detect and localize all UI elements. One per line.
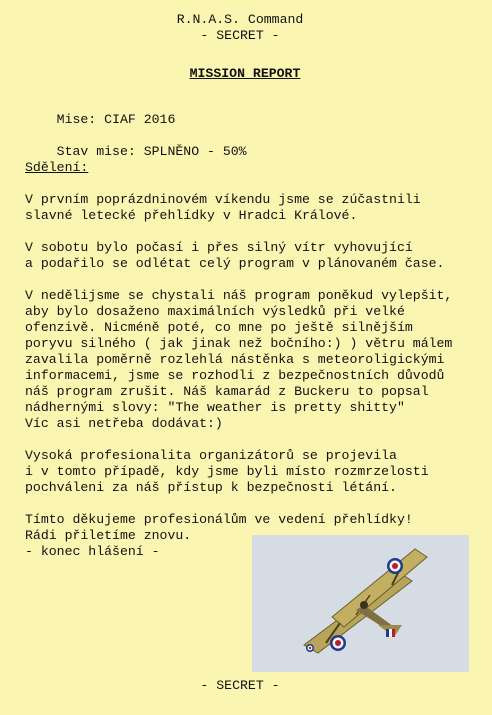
paragraph-3: V nedělijsme se chystali náš program poněkud vylepšit, aby bylo dosaženo maximálních výsledků při velké ofenzivě. Nicméně poté, co mne po ještě silnějším poryvu silného ( jak jinak než bočního:) ) větru málem zavalila poměrně rozlehlá nástěnka s meteoroligickými informacemi, jsme se rozhodli z bezpečnostních důvodů náš program zrušit. Náš kamarád z Buckeru to popsal nádhernými slovy: "The weather is pretty shitty" Víc asi netřeba dodávat:)	[25, 288, 453, 431]
paragraph-5: Tímto děkujeme profesionálům ve vedení přehlídky! Rádi přiletíme znovu. - konec hlášení -	[25, 512, 413, 559]
paragraph-4: Vysoká profesionalita organizátorů se projevila i v tomto případě, kdy jsme byli místo rozmrzelosti pochváleni za náš přístup k bezpečnosti létání.	[25, 448, 429, 495]
biplane-image	[252, 535, 469, 672]
paragraph-2: V sobotu bylo počasí i přes silný vítr vyhovující a podařilo se odlétat celý program v plánovaném čase.	[25, 240, 445, 271]
biplane-photo	[252, 535, 469, 672]
mission-label: Mise:	[56, 112, 97, 127]
paragraph-1: V prvním poprázdninovém víkendu jsme se zúčastnili slavné letecké přehlídky v Hradci Králové.	[25, 192, 421, 223]
status-label: Stav mise:	[56, 144, 136, 159]
org-header: R.N.A.S. Command	[176, 12, 304, 27]
mission-value: CIAF 2016	[104, 112, 176, 127]
report-title: MISSION REPORT	[189, 66, 301, 81]
classification-top: - SECRET -	[200, 28, 280, 43]
message-heading: Sdělení:	[25, 160, 89, 175]
status-value: SPLNĚNO - 50%	[143, 144, 247, 159]
classification-bottom: - SECRET -	[200, 678, 280, 693]
